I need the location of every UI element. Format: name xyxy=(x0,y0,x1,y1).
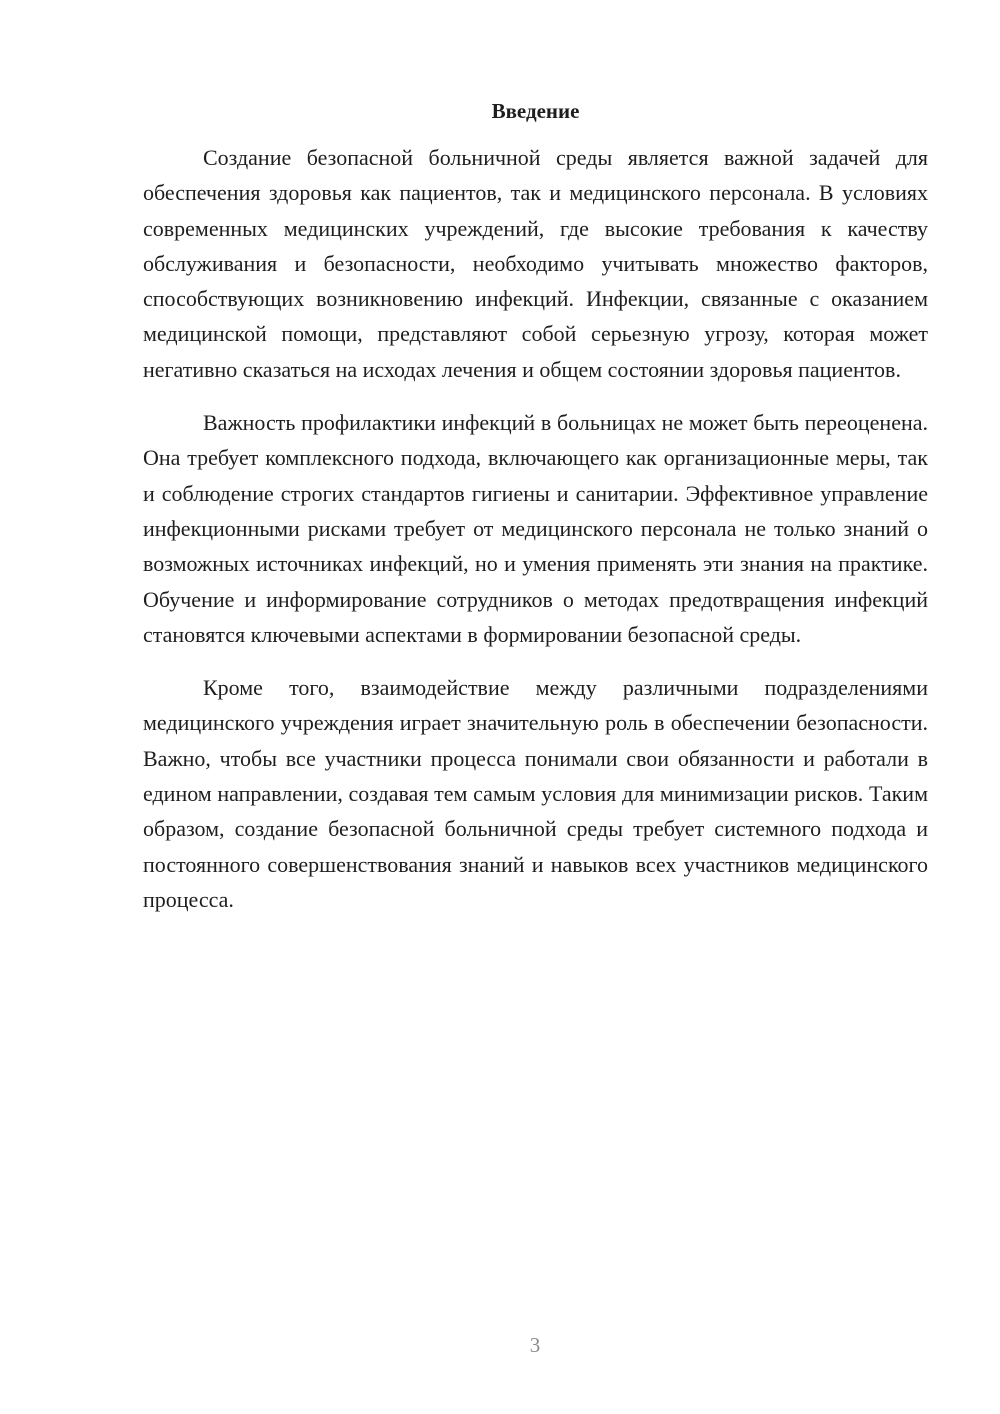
section-title: Введение xyxy=(491,99,580,123)
paragraph-3: Кроме того, взаимодействие между различными подразделениями медицинского учреждения играет значительную роль в обеспечении безопасности. Важно, чтобы все участники процесса понимали свои обязанности и работали в едином направлении, создавая тем самым условия для минимизации рисков. Таким образом, создание безопасной больничной среды требует системного подхода и постоянного совершенствования знаний и навыков всех участников медицинского процесса. xyxy=(143,675,928,912)
paragraph-2: Важность профилактики инфекций в больницах не может быть переоценена. Она требует комплексного подхода, включающего как организационные меры, так и соблюдение строгих стандартов гигиены и санитарии. Эффективное управление инфекционными рисками требует от медицинского персонала не только знаний о возможных источниках инфекций, но и умения применять эти знания на практике. Обучение и информирование сотрудников о методах предотвращения инфекций становятся ключевыми аспектами в формировании безопасной среды. xyxy=(143,410,928,647)
paragraph-1: Создание безопасной больничной среды является важной задачей для обеспечения здоровья как пациентов, так и медицинского персонала. В условиях современных медицинских учреждений, где высокие требования к качеству обслуживания и безопасности, необходимо учитывать множество факторов, способствующих возникновению инфекций. Инфекции, связанные с оказанием медицинской помощи, представляют собой серьезную угрозу, которая может негативно сказаться на исходах лечения и общем состоянии здоровья пациентов. xyxy=(143,145,928,382)
page-content xyxy=(143,96,928,935)
page-number: 3 xyxy=(529,1333,541,1357)
